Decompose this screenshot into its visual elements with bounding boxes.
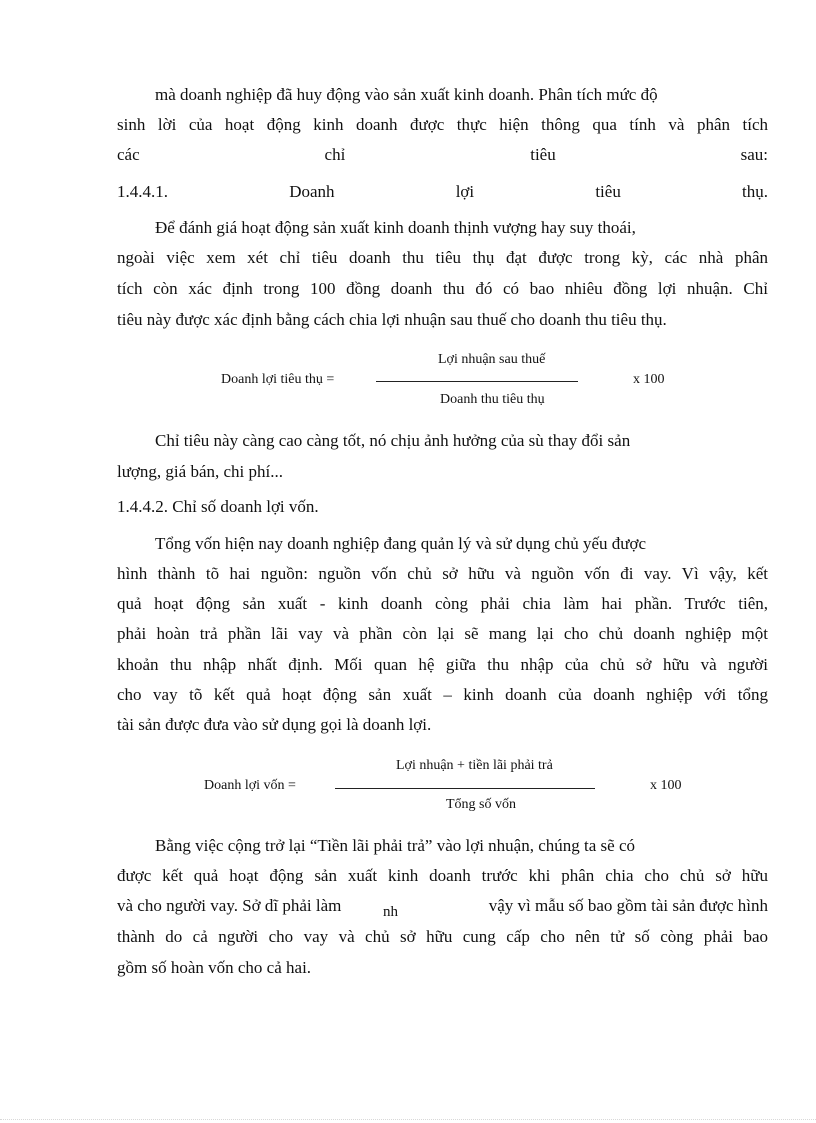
- paragraph-line: lượng, giá bán, chi phí...: [117, 462, 283, 481]
- formula-numerator: Lợi nhuận + tiền lãi phải trả: [396, 758, 553, 773]
- fraction-bar: [335, 788, 595, 789]
- section-heading: 1.4.4.2. Chỉ số doanh lợi vốn.: [117, 497, 319, 516]
- stray-text-fragment: nh: [383, 904, 398, 920]
- paragraph-line: và cho người vay. Sở dĩ phải làm: [117, 896, 342, 915]
- paragraph-line: các chỉ tiêu sau:: [117, 145, 768, 164]
- paragraph-line: cho vay tõ kết quả hoạt động sản xuất – kinh doanh của doanh nghiệp với tổng: [117, 685, 768, 704]
- formula-label: Doanh lợi vốn =: [204, 778, 296, 793]
- formula-denominator: Tổng số vốn: [446, 797, 516, 812]
- paragraph-line: tài sản được đưa vào sử dụng gọi là doanh lợi.: [117, 715, 432, 734]
- paragraph-line: tích còn xác định trong 100 đồng doanh thu đó có bao nhiêu đồng lợi nhuận. Chỉ: [117, 279, 768, 298]
- paragraph-line: mà doanh nghiệp đã huy động vào sản xuất kinh doanh. Phân tích mức độ: [155, 85, 658, 104]
- paragraph-line: ngoài việc xem xét chỉ tiêu doanh thu tiêu thụ đạt được trong kỳ, các nhà phân: [117, 248, 768, 267]
- formula-numerator: Lợi nhuận sau thuế: [438, 352, 546, 367]
- paragraph-line: Để đánh giá hoạt động sản xuất kinh doanh thịnh vượng hay suy thoái,: [155, 218, 636, 237]
- paragraph-line: hình thành tõ hai nguồn: nguồn vốn chủ sở hữu và nguồn vốn đi vay. Vì vậy, kết: [117, 564, 768, 583]
- paragraph-line: quả hoạt động sản xuất - kinh doanh còng phải chia làm hai phần. Trước tiên,: [117, 594, 768, 613]
- paragraph-line: phải hoàn trả phần lãi vay và phần còn lại sẽ mang lại cho chủ doanh nghiệp một: [117, 624, 768, 643]
- paragraph-line: Bằng việc cộng trở lại “Tiền lãi phải trả” vào lợi nhuận, chúng ta sẽ có: [155, 836, 635, 855]
- paragraph-line: vậy vì mẫu số bao gồm tài sản được hình: [488, 896, 768, 915]
- paragraph-line: gồm số hoàn vốn cho cả hai.: [117, 958, 312, 977]
- page-bottom-rule: [0, 1119, 816, 1120]
- fraction-bar: [376, 381, 578, 382]
- formula-label: Doanh lợi tiêu thụ =: [221, 372, 335, 387]
- paragraph-line: sinh lời của hoạt động kinh doanh được thực hiện thông qua tính và phân tích: [117, 115, 768, 134]
- formula-multiplier: x 100: [633, 372, 665, 387]
- paragraph-line: Chỉ tiêu này càng cao càng tốt, nó chịu ảnh hưởng của sù thay đổi sản: [155, 431, 631, 450]
- paragraph-line: Tổng vốn hiện nay doanh nghiệp đang quản lý và sử dụng chủ yếu được: [155, 534, 647, 553]
- section-heading: 1.4.4.1. Doanh lợi tiêu thụ.: [117, 182, 768, 201]
- paragraph-line: thành do cả người cho vay và chủ sở hữu cung cấp cho nên tử số còng phải bao: [117, 927, 768, 946]
- paragraph-line: được kết quả hoạt động sản xuất kinh doanh trước khi phân chia cho chủ sở hữu: [117, 866, 768, 885]
- formula-multiplier: x 100: [650, 778, 682, 793]
- paragraph-line: khoản thu nhập nhất định. Mối quan hệ giữa thu nhập của chủ sở hữu và người: [117, 655, 768, 674]
- paragraph-line: tiêu này được xác định bằng cách chia lợi nhuận sau thuế cho doanh thu tiêu thụ.: [117, 310, 667, 329]
- formula-denominator: Doanh thu tiêu thụ: [440, 392, 545, 407]
